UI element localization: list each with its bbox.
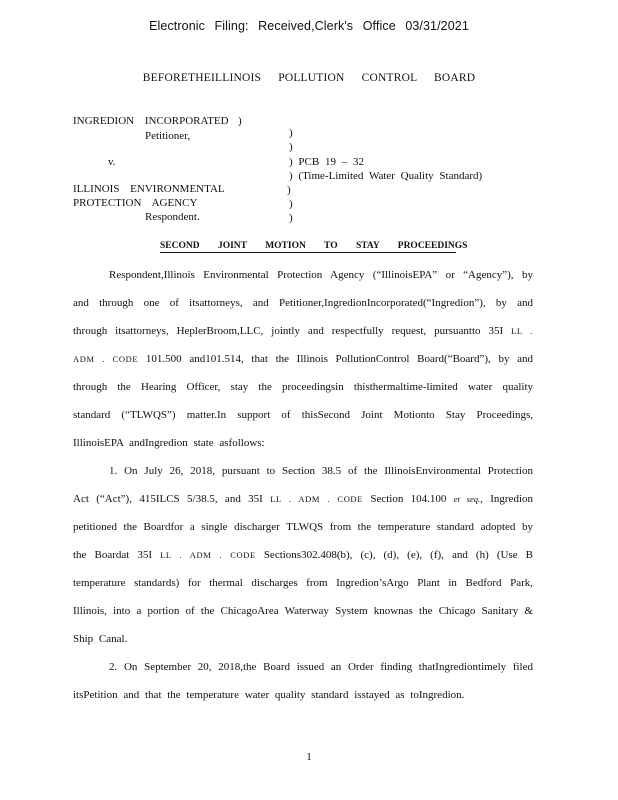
para1-text-a: 1. On July 26, 2018, pursuant to Section 38.5 of the IllinoisEnvironmental Protection Act (“Act”), 415ILCS 5/38.5, and 35I	[73, 465, 533, 505]
para1-text-c: , Ingredion petitioned the Boardfor a single discharger TLWQS from the temperature standard adopted by the Boardat 35I	[73, 493, 533, 561]
citation-smallcaps: LL . ADM . CODE	[73, 326, 534, 364]
respondent-name-line1: ILLINOIS ENVIRONMENTAL	[73, 183, 225, 195]
respondent-name-line2: PROTECTION AGENCY	[73, 197, 198, 209]
intro-text-a: Respondent,Illinois Environmental Protection Agency (“IllinoisEPA” or “Agency”), by and through one of itsattorneys, and Petitioner,IngredionIncorporated(“Ingredion”), by and through itsattorneys, HeplerBroom,LLC, jointly and respectfully request, pursuantto 35I	[73, 269, 533, 337]
caption-paren: )	[238, 115, 242, 127]
intro-text-b: 101.500 and101.514, that the Illinois PollutionControl Board(“Board”), by and through the Hearing Officer, stay the proceedingsin thisthermaltime-limited water quality standard (“TLWQS”) matter.In support of thisSecond Joint Motionto Stay Proceedings, IllinoisEPA andIngredion state asfollows:	[73, 353, 534, 449]
caption-paren: )	[289, 198, 293, 210]
page-number: 1	[306, 751, 312, 763]
citation-smallcaps: LL . ADM . CODE	[160, 550, 256, 560]
caption-paren: )	[289, 141, 293, 153]
respondent-role: Respondent.	[145, 211, 200, 223]
board-heading: BEFORETHEILLINOIS POLLUTION CONTROL BOARD	[142, 72, 476, 84]
intro-paragraph	[73, 261, 533, 457]
citation-smallcaps: LL . ADM . CODE	[270, 494, 363, 504]
case-type: ) (Time-Limited Water Quality Standard)	[289, 170, 483, 182]
petitioner-name: INGREDION INCORPORATED	[73, 115, 229, 127]
caption-paren: )	[287, 184, 291, 196]
numbered-paragraph-1	[73, 457, 533, 653]
et-seq-italic: et seq.	[453, 494, 481, 504]
para1-text-d: Sections302.408(b), (c), (d), (e), (f), and (h) (Use B temperature standards) for thermal discharges from Ingredion’sArgo Plant in Bedford Park, Illinois, into a portion of the ChicagoArea Waterway System knownas the Chicago Sanitary & Ship Canal.	[73, 549, 534, 645]
filing-banner: Electronic Filing: Received,Clerk's Office 03/31/2021	[149, 19, 469, 33]
numbered-paragraph-2: 2. On September 20, 2018,the Board issued an Order finding thatIngrediontimely filed itsPetition and that the temperature water quality standard isstayed as toIngredion.	[73, 661, 533, 701]
case-number: ) PCB 19 – 32	[289, 156, 364, 168]
motion-title: SECOND JOINT MOTION TO STAY PROCEEDINGS	[160, 241, 468, 251]
caption-paren: )	[289, 127, 293, 139]
motion-body	[73, 261, 533, 709]
para1-text-b: Section 104.100	[370, 493, 447, 505]
caption-paren: )	[289, 212, 293, 224]
versus-label: v.	[108, 156, 116, 168]
petitioner-role: Petitioner,	[145, 130, 191, 142]
